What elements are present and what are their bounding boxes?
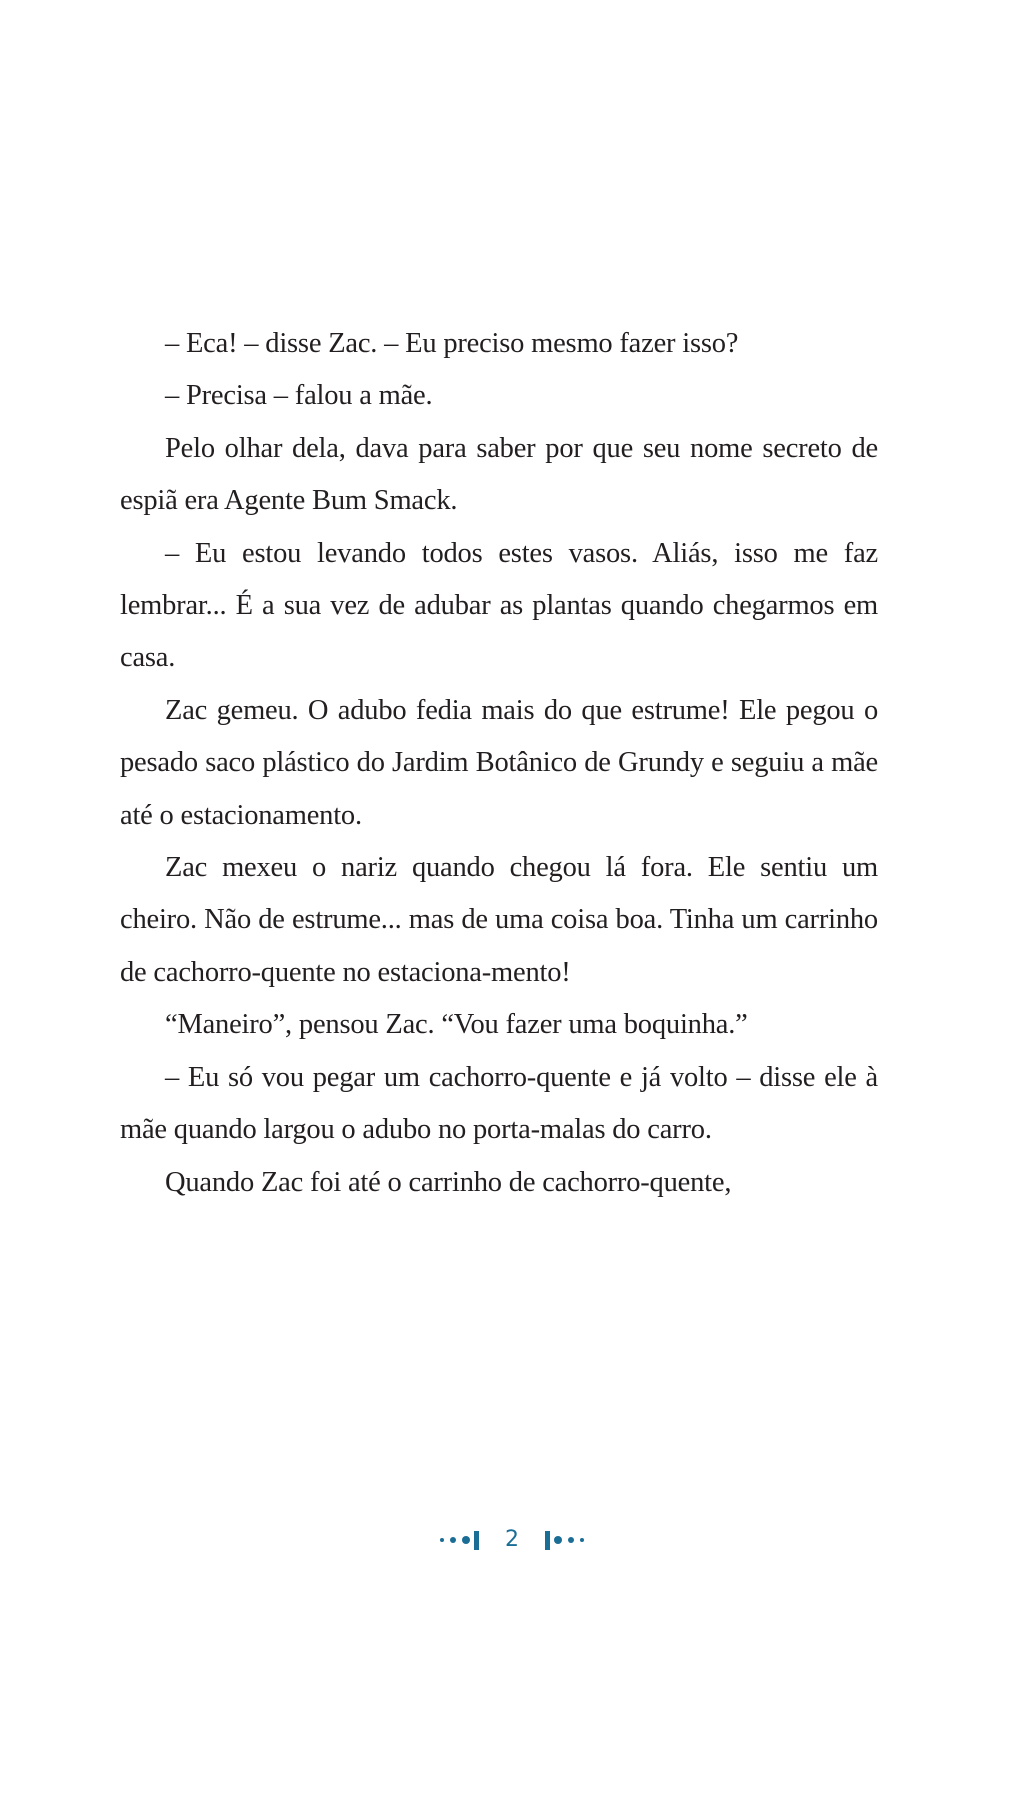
paragraph-9: Quando Zac foi até o carrinho de cachorro-quente, (165, 1166, 732, 1198)
paragraph-1: – Eca! – disse Zac. – Eu preciso mesmo fazer isso? (165, 328, 739, 359)
dot-icon (580, 1538, 584, 1542)
paragraph-7: “Maneiro”, pensou Zac. “Vou fazer uma boquinha.” (165, 1009, 748, 1041)
folio-bar-left-icon (474, 1531, 479, 1550)
body-text (120, 318, 878, 1209)
dot-icon (554, 1536, 562, 1544)
dot-icon (462, 1536, 470, 1544)
page-folio (0, 1520, 1024, 1560)
paragraph-8: – Eu só vou pegar um cachorro-quente e já volto – disse ele à mãe quando largou o adubo no porta-malas do carro. (120, 1061, 878, 1146)
dot-icon (440, 1538, 444, 1542)
page-number: 2 (505, 1527, 519, 1552)
paragraph-5: Zac gemeu. O adubo fedia mais do que estrume! Ele pegou o pesado saco plástico do Jardim Botânico de Grundy e seguiu a mãe até o estacionamento. (120, 694, 878, 831)
dot-icon (450, 1537, 456, 1543)
folio-bar-right-icon (545, 1531, 550, 1550)
paragraph-4: – Eu estou levando todos estes vasos. Aliás, isso me faz lembrar... É a sua vez de adubar as plantas quando chegarmos em casa. (120, 537, 878, 674)
folio-ornament-right-icon (554, 1536, 584, 1544)
dot-icon (568, 1537, 574, 1543)
folio-ornament-left-icon (440, 1536, 470, 1544)
paragraph-6: Zac mexeu o nariz quando chegou lá fora. Ele sentiu um cheiro. Não de estrume... mas de uma coisa boa. Tinha um carrinho de cachorro-quente no estaciona-mento! (120, 852, 878, 988)
paragraph-3: Pelo olhar dela, dava para saber por que seu nome secreto de espiã era Agente Bum Smack. (120, 432, 878, 517)
paragraph-2: – Precisa – falou a mãe. (165, 380, 433, 412)
